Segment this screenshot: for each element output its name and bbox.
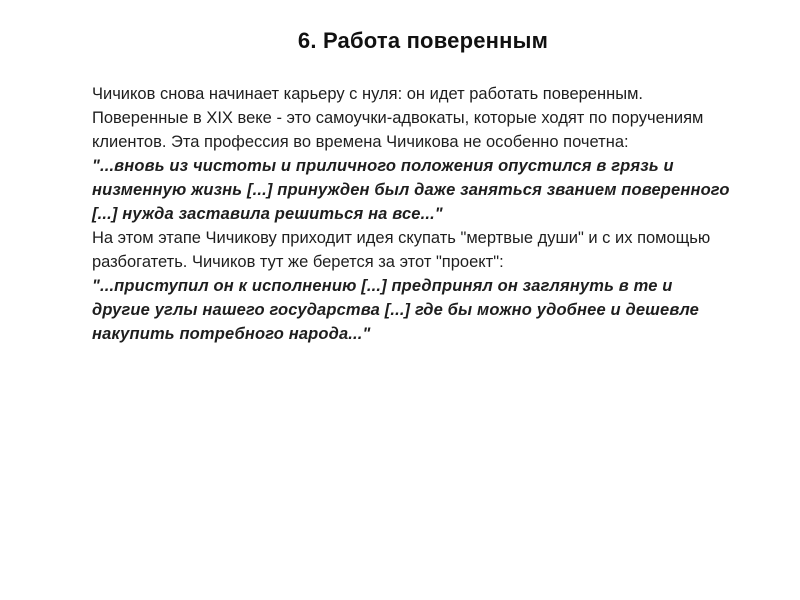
paragraph-dead-souls: На этом этапе Чичикову приходит идея скупать "мертвые души" и с их помощью разбогатеть. Чичиков тут же берется за этот "проект": — [92, 229, 711, 271]
slide-body — [92, 82, 732, 346]
quote-second: "...приступил он к исполнению [...] предпринял он заглянуть в те и другие углы нашего государства [...] где бы можно удобнее и дешевле накупить потребного народа..." — [92, 277, 699, 343]
paragraph-intro: Чичиков снова начинает карьеру с нуля: он идет работать поверенным. Поверенные в XIX веке - это самоучки-адвокаты, которые ходят по поручениям клиентов. Эта профессия во времена Чичикова не особенно почетна: — [92, 85, 704, 151]
quote-first: "...вновь из чистоты и приличного положения опустился в грязь и низменную жизнь [...] принужден был даже заняться званием поверенного [...] нужда заставила решиться на все..." — [92, 157, 730, 223]
slide-title: 6. Работа поверенным — [297, 28, 549, 53]
